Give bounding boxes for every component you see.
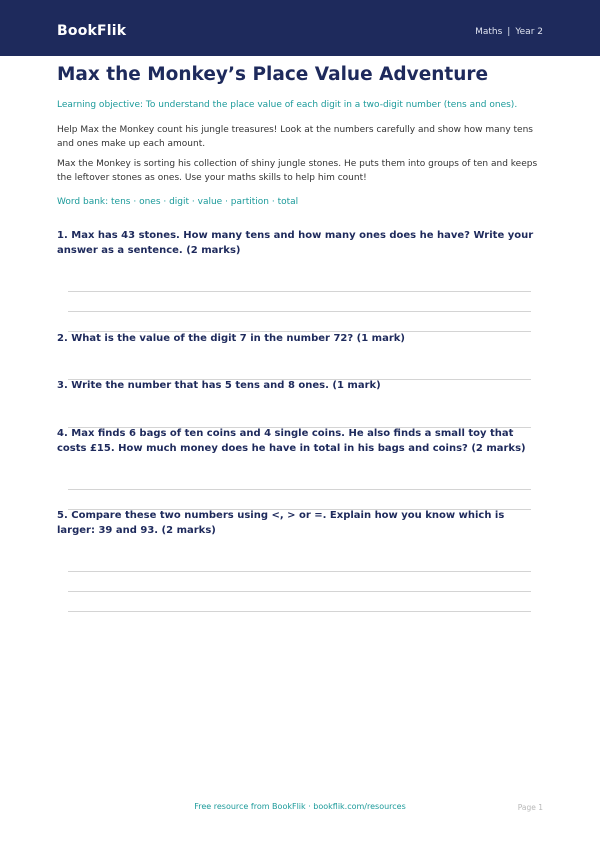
breadcrumb-separator: |: [507, 27, 511, 37]
answer-line[interactable]: [68, 311, 531, 312]
answer-line[interactable]: [68, 571, 531, 572]
page-number: Page 1: [517, 803, 543, 812]
question-1: 1. Max has 43 stones. How many tens and how many ones does he have? Write your answer as a sentence. (2 marks): [57, 230, 534, 256]
learning-objective: Learning objective: To understand the place value of each digit in a two-digit number (tens and ones).: [57, 100, 518, 110]
word-bank: Word bank: tens · ones · digit · value · partition · total: [57, 197, 299, 207]
answer-line[interactable]: [68, 611, 531, 612]
question-3: 3. Write the number that has 5 tens and 8 ones. (1 mark): [57, 380, 381, 391]
question-5: 5. Compare these two numbers using <, > or =. Explain how you know which is larger: 39 and 93. (2 marks): [57, 510, 505, 536]
subject-breadcrumb: [475, 27, 543, 37]
worksheet-title: Max the Monkey’s Place Value Adventure: [57, 64, 489, 85]
answer-line[interactable]: [68, 591, 531, 592]
story-paragraph: Max the Monkey is sorting his collection of shiny jungle stones. He puts them into groups of ten and keeps the leftover stones as ones. Use your maths skills to help him count!: [57, 159, 538, 183]
answer-line[interactable]: [68, 291, 531, 292]
brand-logo[interactable]: BookFlik: [57, 23, 127, 39]
footer-source-link[interactable]: Free resource from BookFlik · bookflik.com/resources: [194, 802, 406, 811]
subject-label: Maths: [475, 27, 503, 37]
year-label: Year 2: [515, 27, 543, 37]
question-2: 2. What is the value of the digit 7 in the number 72? (1 mark): [57, 333, 405, 344]
page-header: [0, 0, 600, 56]
intro-paragraph: Help Max the Monkey count his jungle treasures! Look at the numbers carefully and show how many tens and ones make up each amount.: [57, 125, 533, 149]
answer-line[interactable]: [68, 489, 531, 490]
question-4: 4. Max finds 6 bags of ten coins and 4 single coins. He also finds a small toy that costs £15. How much money does he have in total in his bags and coins? (2 marks): [57, 428, 526, 454]
